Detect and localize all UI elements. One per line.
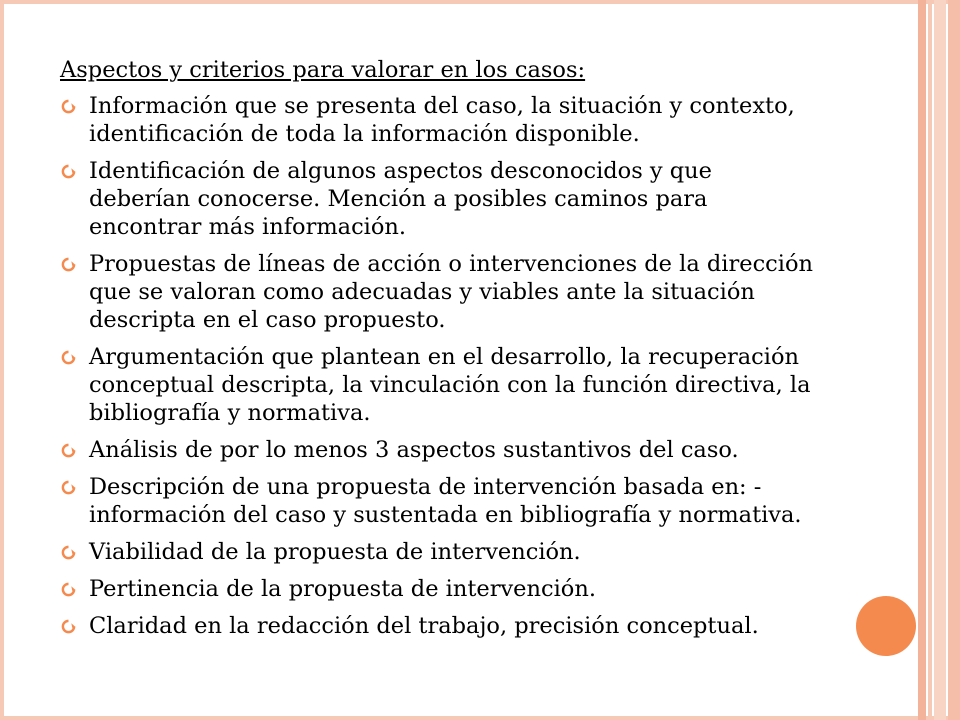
circular-arrow-bullet-icon	[61, 443, 76, 458]
circular-arrow-bullet-icon	[61, 164, 76, 179]
list-item	[60, 157, 820, 241]
circular-arrow-bullet-icon	[61, 257, 76, 272]
list-item-text: Argumentación que plantean en el desarrollo, la recuperación conceptual descripta, la vinculación con la función directiva, la bibliografía y normativa.	[89, 344, 811, 426]
frame-left-border	[0, 0, 4, 720]
list-item-text: Información que se presenta del caso, la situación y contexto, identificación de toda la información disponible.	[89, 93, 795, 147]
circular-arrow-bullet-icon	[61, 480, 76, 495]
list-item-text: Identificación de algunos aspectos desconocidos y que deberían conocerse. Mención a posibles caminos para encontrar más información.	[89, 158, 712, 240]
list-item-text: Propuestas de líneas de acción o intervenciones de la dirección que se valoran como adecuadas y viables ante la situación descripta en el caso propuesto.	[89, 251, 814, 333]
circular-arrow-bullet-icon	[61, 545, 76, 560]
criteria-list	[60, 92, 820, 640]
list-item	[60, 343, 820, 427]
list-item	[60, 92, 820, 148]
circular-arrow-bullet-icon	[61, 619, 76, 634]
list-item-text: Descripción de una propuesta de intervención basada en: - información del caso y sustentada en bibliografía y normativa.	[89, 474, 802, 528]
frame-bottom-border	[0, 716, 960, 720]
list-item-text: Viabilidad de la propuesta de intervención.	[89, 539, 581, 565]
list-item	[60, 612, 820, 640]
slide-heading: Aspectos y criterios para valorar en los casos:	[60, 57, 586, 83]
list-item-text: Pertinencia de la propuesta de intervención.	[89, 576, 596, 602]
list-item-text: Análisis de por lo menos 3 aspectos sustantivos del caso.	[89, 437, 739, 463]
decorative-orange-circle	[856, 596, 916, 656]
decorative-stripe	[948, 0, 960, 720]
frame-top-border	[0, 0, 960, 4]
list-item	[60, 538, 820, 566]
list-item	[60, 473, 820, 529]
circular-arrow-bullet-icon	[61, 350, 76, 365]
slide-content	[60, 56, 820, 649]
list-item-text: Claridad en la redacción del trabajo, precisión conceptual.	[89, 613, 759, 639]
circular-arrow-bullet-icon	[61, 582, 76, 597]
decorative-stripe	[928, 0, 932, 720]
circular-arrow-bullet-icon	[61, 99, 76, 114]
decorative-stripe	[918, 0, 926, 720]
list-item	[60, 250, 820, 334]
list-item	[60, 575, 820, 603]
decorative-stripe	[934, 0, 946, 720]
list-item	[60, 436, 820, 464]
